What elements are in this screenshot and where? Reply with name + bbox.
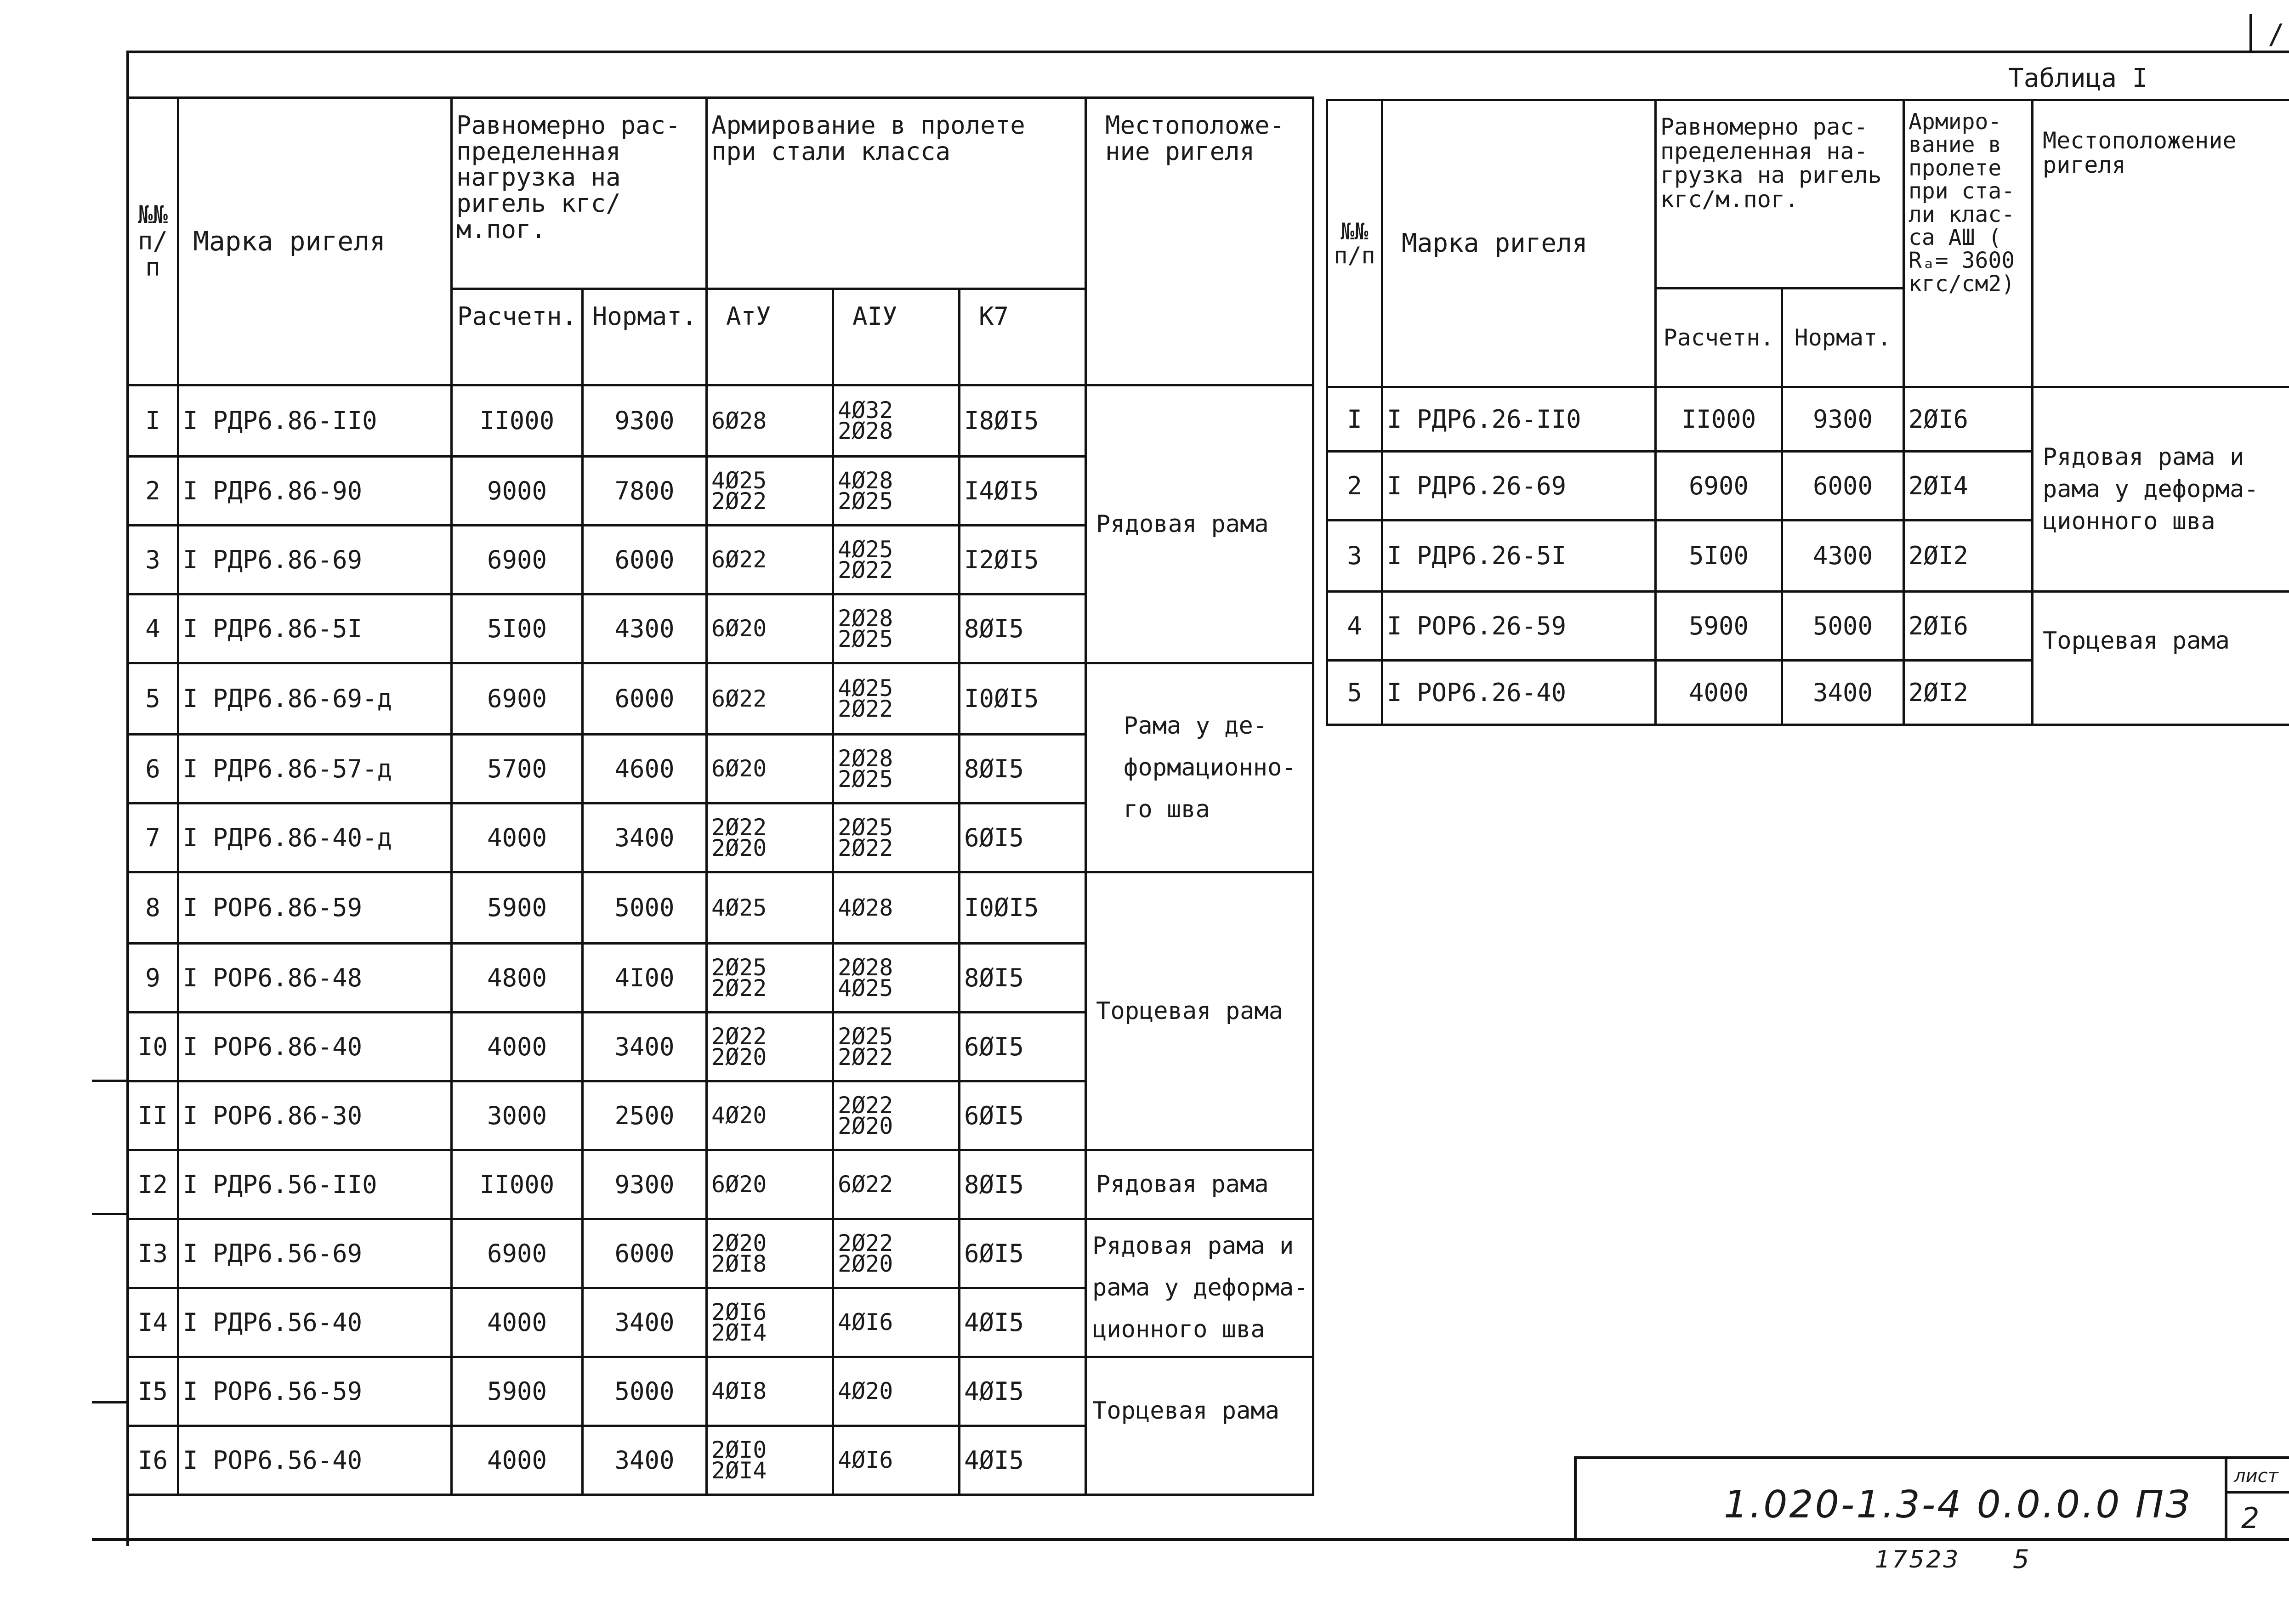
stack-line: 2Ø25 (838, 765, 893, 792)
beam-mark: I РДР6.86-69 (178, 526, 452, 594)
reinf-aiu (833, 1288, 960, 1357)
stack-line: 2Ø28 (838, 605, 893, 632)
reinf-atu (707, 1081, 833, 1150)
stack-line: 2Ø20 (838, 1250, 893, 1277)
location-cell: Рядовая рама (1086, 1150, 1313, 1219)
load-norm: 3400 (583, 1426, 707, 1495)
load-norm: 5000 (583, 872, 707, 944)
reinf-a3: 2ØI6 (1904, 592, 2033, 661)
row-number: 5 (128, 663, 178, 735)
location-cell: Торцевая рама (2033, 592, 2289, 725)
reinf-aiu (833, 1013, 960, 1081)
header-mark: Марка ригеля (178, 98, 452, 385)
reinf-aiu (833, 1081, 960, 1150)
stack-line: 2Ø22 (838, 556, 893, 583)
row-number: II (128, 1081, 178, 1150)
load-calc: II000 (1656, 387, 1782, 452)
header-mark: Марка ригеля (1382, 100, 1656, 387)
location-cell: Торцевая рама (1086, 1357, 1313, 1495)
header-reinforcement: Армирование в пролете при стали класса (707, 98, 1086, 289)
location-cell: Рама у де- формационно- го шва (1086, 663, 1313, 872)
load-calc: 5900 (452, 872, 583, 944)
beam-mark: I РДР6.86-57-д (178, 735, 452, 804)
load-calc: 5900 (1656, 592, 1782, 661)
load-calc: 4000 (452, 1426, 583, 1495)
row-number: 5 (1327, 661, 1382, 725)
stack-line: 2Ø20 (711, 1229, 767, 1256)
beam-mark: I РДР6.56-II0 (178, 1150, 452, 1219)
reinf-k7: I8ØI5 (960, 385, 1086, 457)
reinf-aiu (833, 385, 960, 457)
sheet-number: 2 (2241, 1501, 2260, 1535)
stack-line: 2Ø25 (838, 625, 893, 652)
margin-tick (92, 1401, 129, 1403)
reinf-k7: 8ØI5 (960, 944, 1086, 1013)
sheet-label: лист (2234, 1466, 2278, 1487)
beam-mark: I РОР6.26-59 (1382, 592, 1656, 661)
stack-line: 2Ø25 (838, 814, 893, 841)
header-location: Местоположение ригеля (2033, 100, 2289, 387)
row-number: 4 (1327, 592, 1382, 661)
load-norm: 7800 (583, 457, 707, 526)
stack-line: 6Ø28 (711, 407, 767, 434)
stack-line: 2Ø25 (838, 487, 893, 515)
reinf-atu (707, 1426, 833, 1495)
reinf-atu (707, 804, 833, 872)
stack-line: 4ØI6 (838, 1309, 893, 1335)
header-aiu: АIУ (833, 289, 960, 385)
beam-mark: I РОР6.56-59 (178, 1357, 452, 1426)
beam-mark: I РДР6.86-69-д (178, 663, 452, 735)
row-number: 2 (1327, 452, 1382, 521)
load-calc: 5700 (452, 735, 583, 804)
stack-line: 4Ø25 (838, 675, 893, 702)
load-calc: 3000 (452, 1081, 583, 1150)
beam-mark: I РОР6.56-40 (178, 1426, 452, 1495)
stack-line: 2Ø20 (711, 1043, 767, 1070)
reinf-aiu (833, 735, 960, 804)
load-calc: II000 (452, 385, 583, 457)
stack-line: 4Ø32 (838, 397, 893, 424)
header-calc: Расчетн. (1656, 289, 1782, 387)
load-norm: 5000 (583, 1357, 707, 1426)
header-norm: Нормат. (1782, 289, 1904, 387)
stack-line: 6Ø20 (711, 1171, 767, 1198)
sheet-box (2225, 1459, 2289, 1539)
stack-line: 2Ø22 (838, 1229, 893, 1256)
load-norm: 3400 (583, 804, 707, 872)
reinf-k7: 8ØI5 (960, 594, 1086, 663)
location-cell: Рядовая рама (1086, 385, 1313, 663)
row-number: I3 (128, 1219, 178, 1288)
row-number: I5 (128, 1357, 178, 1426)
reinf-k7: I4ØI5 (960, 457, 1086, 526)
header-load: Равномерно рас- пределенная на- грузка на ригель кгс/м.пог. (1656, 100, 1904, 289)
row-number: 4 (128, 594, 178, 663)
row-number: I6 (128, 1426, 178, 1495)
reinf-k7: 4ØI5 (960, 1426, 1086, 1495)
reinf-atu (707, 944, 833, 1013)
beam-mark: I РОР6.86-40 (178, 1013, 452, 1081)
row-number: 2 (128, 457, 178, 526)
stack-line: 2Ø22 (711, 1023, 767, 1050)
reinf-atu (707, 872, 833, 944)
load-calc: 6900 (452, 1219, 583, 1288)
stack-line: 4Ø20 (711, 1102, 767, 1129)
stack-line: 2Ø22 (711, 974, 767, 1002)
reinf-atu (707, 1219, 833, 1288)
stack-line: 2ØI4 (711, 1457, 767, 1484)
beam-mark: I РДР6.56-69 (178, 1219, 452, 1288)
row-number: I2 (128, 1150, 178, 1219)
reinf-atu (707, 594, 833, 663)
row-number: I (128, 385, 178, 457)
corner-mark: / (2268, 18, 2285, 51)
stack-line: 6Ø22 (711, 546, 767, 573)
reinf-a3: 2ØI4 (1904, 452, 2033, 521)
load-calc: 5I00 (1656, 521, 1782, 592)
beam-mark: I РОР6.86-30 (178, 1081, 452, 1150)
stack-line: 4Ø25 (838, 536, 893, 563)
reinf-atu (707, 1150, 833, 1219)
table-row (128, 1150, 1313, 1219)
row-number: 3 (1327, 521, 1382, 592)
row-number: I (1327, 387, 1382, 452)
load-norm: 3400 (583, 1013, 707, 1081)
beam-mark: I РДР6.26-II0 (1382, 387, 1656, 452)
reinf-aiu (833, 804, 960, 872)
table-row (128, 1357, 1313, 1426)
load-norm: 9300 (583, 1150, 707, 1219)
title-stamp (1574, 1456, 2289, 1539)
row-number: 7 (128, 804, 178, 872)
stack-line: 2Ø25 (711, 954, 767, 981)
stack-line: 4Ø25 (711, 894, 767, 921)
load-norm: 4300 (583, 594, 707, 663)
stack-line: 2Ø20 (711, 834, 767, 861)
stack-line: 6Ø22 (838, 1171, 893, 1198)
stack-line: 2Ø28 (838, 745, 893, 772)
reinf-aiu (833, 944, 960, 1013)
stack-line: 2ØI0 (711, 1436, 767, 1463)
stack-line: 6Ø20 (711, 615, 767, 642)
table-row (1327, 387, 2289, 452)
reinf-aiu (833, 594, 960, 663)
row-number: I0 (128, 1013, 178, 1081)
stack-line: 2Ø25 (838, 1023, 893, 1050)
right-table (1326, 99, 2289, 726)
reinf-aiu (833, 1219, 960, 1288)
beam-mark: I РДР6.86-II0 (178, 385, 452, 457)
inventory-number: 17523 (1875, 1546, 1960, 1573)
load-calc: 9000 (452, 457, 583, 526)
stack-line: 2Ø20 (838, 1112, 893, 1139)
beam-mark: I РДР6.86-90 (178, 457, 452, 526)
reinf-aiu (833, 663, 960, 735)
header-reinforcement: Армиро- вание в пролете при ста- ли клас- са АШ ( Rₐ= 3600 кгс/см2) (1904, 100, 2033, 387)
reinf-aiu (833, 1150, 960, 1219)
stack-line: 2Ø22 (838, 834, 893, 861)
reinf-atu (707, 735, 833, 804)
header-norm: Нормат. (583, 289, 707, 385)
reinf-aiu (833, 1426, 960, 1495)
reinf-k7: I0ØI5 (960, 872, 1086, 944)
stack-line: 2Ø28 (838, 954, 893, 981)
load-calc: 6900 (1656, 452, 1782, 521)
load-calc: 6900 (452, 663, 583, 735)
load-norm: 6000 (583, 663, 707, 735)
header-k7: К7 (960, 289, 1086, 385)
stack-line: 6Ø20 (711, 755, 767, 782)
stack-line: 2Ø28 (838, 418, 893, 444)
reinf-k7: 6ØI5 (960, 1013, 1086, 1081)
reinf-atu (707, 663, 833, 735)
header-load: Равномерно рас- пределенная нагрузка на ригель кгс/м.пог. (452, 98, 707, 289)
stack-line: 2ØI4 (711, 1319, 767, 1346)
stack-line: 4ØI6 (838, 1447, 893, 1473)
reinf-aiu (833, 1357, 960, 1426)
margin-tick (92, 1213, 129, 1215)
table-row (128, 385, 1313, 457)
reinf-k7: 4ØI5 (960, 1288, 1086, 1357)
load-calc: 4800 (452, 944, 583, 1013)
load-calc: 4000 (452, 1288, 583, 1357)
header-atu: АтУ (707, 289, 833, 385)
load-norm: 4I00 (583, 944, 707, 1013)
reinf-atu (707, 526, 833, 594)
stack-line: 2Ø22 (838, 696, 893, 722)
reinf-a3: 2ØI2 (1904, 521, 2033, 592)
reinf-a3: 2ØI6 (1904, 387, 2033, 452)
load-norm: 5000 (1782, 592, 1904, 661)
beam-mark: I РДР6.56-40 (178, 1288, 452, 1357)
row-number: 9 (128, 944, 178, 1013)
load-norm: 2500 (583, 1081, 707, 1150)
location-cell: Торцевая рама (1086, 872, 1313, 1150)
reinf-atu (707, 1288, 833, 1357)
beam-mark: I РДР6.86-5I (178, 594, 452, 663)
frame-top-line (126, 51, 2289, 53)
reinf-aiu (833, 526, 960, 594)
reinf-k7: 4ØI5 (960, 1357, 1086, 1426)
load-calc: 5I00 (452, 594, 583, 663)
table-row (128, 1219, 1313, 1288)
load-calc: 4000 (1656, 661, 1782, 725)
load-calc: II000 (452, 1150, 583, 1219)
load-norm: 9300 (1782, 387, 1904, 452)
load-calc: 4000 (452, 804, 583, 872)
load-norm: 6000 (583, 1219, 707, 1288)
header-num: №№ п/п (128, 98, 178, 385)
reinf-k7: 8ØI5 (960, 1150, 1086, 1219)
row-number: 6 (128, 735, 178, 804)
table-row (128, 872, 1313, 944)
left-table (126, 96, 1314, 1496)
reinf-k7: I2ØI5 (960, 526, 1086, 594)
table-label: Таблица I (2008, 63, 2148, 93)
stack-line: 6Ø22 (711, 685, 767, 712)
stack-line: 4Ø25 (838, 974, 893, 1002)
reinf-a3: 2ØI2 (1904, 661, 2033, 725)
row-number: 8 (128, 872, 178, 944)
margin-tick (92, 1080, 129, 1082)
load-norm: 3400 (583, 1288, 707, 1357)
reinf-k7: 6ØI5 (960, 804, 1086, 872)
reinf-atu (707, 385, 833, 457)
stack-line: 2Ø22 (838, 1043, 893, 1070)
row-number: 3 (128, 526, 178, 594)
stack-line: 2Ø22 (711, 487, 767, 515)
location-cell: Рядовая рама и рама у деформа- ционного шва (2033, 387, 2289, 592)
load-norm: 4300 (1782, 521, 1904, 592)
beam-mark: I РДР6.26-69 (1382, 452, 1656, 521)
reinf-atu (707, 1013, 833, 1081)
load-norm: 4600 (583, 735, 707, 804)
beam-mark: I РОР6.26-40 (1382, 661, 1656, 725)
stack-line: 2ØI6 (711, 1298, 767, 1325)
stack-line: 4ØI8 (711, 1378, 767, 1404)
load-calc: 4000 (452, 1013, 583, 1081)
table-row (128, 663, 1313, 735)
corner-line (2249, 14, 2252, 53)
stack-line: 4Ø28 (838, 467, 893, 494)
reinf-k7: I0ØI5 (960, 663, 1086, 735)
load-calc: 5900 (452, 1357, 583, 1426)
document-code: 1.020-1.3-4 0.0.0.0 ПЗ (1724, 1483, 2192, 1527)
load-norm: 6000 (1782, 452, 1904, 521)
stack-line: 4Ø28 (838, 894, 893, 921)
header-calc: Расчетн. (452, 289, 583, 385)
beam-mark: I РОР6.86-48 (178, 944, 452, 1013)
row-number: I4 (128, 1288, 178, 1357)
table-row (1327, 592, 2289, 661)
stack-line: 2Ø22 (838, 1092, 893, 1119)
load-calc: 6900 (452, 526, 583, 594)
page-number: 5 (2013, 1545, 2029, 1574)
reinf-aiu (833, 872, 960, 944)
reinf-k7: 6ØI5 (960, 1081, 1086, 1150)
location-cell: Рядовая рама и рама у деформа- ционного шва (1086, 1219, 1313, 1357)
beam-mark: I РДР6.86-40-д (178, 804, 452, 872)
stack-line: 2ØI8 (711, 1250, 767, 1277)
sheet-divider (2227, 1491, 2289, 1494)
beam-mark: I РОР6.86-59 (178, 872, 452, 944)
load-norm: 6000 (583, 526, 707, 594)
reinf-atu (707, 1357, 833, 1426)
stack-line: 4Ø25 (711, 467, 767, 494)
beam-mark: I РДР6.26-5I (1382, 521, 1656, 592)
reinf-k7: 6ØI5 (960, 1219, 1086, 1288)
header-num: №№ п/п (1327, 100, 1382, 387)
reinf-atu (707, 457, 833, 526)
stack-line: 4Ø20 (838, 1378, 893, 1404)
header-location: Местоположе- ние ригеля (1086, 98, 1313, 385)
stack-line: 2Ø22 (711, 814, 767, 841)
load-norm: 3400 (1782, 661, 1904, 725)
reinf-k7: 8ØI5 (960, 735, 1086, 804)
load-norm: 9300 (583, 385, 707, 457)
reinf-aiu (833, 457, 960, 526)
